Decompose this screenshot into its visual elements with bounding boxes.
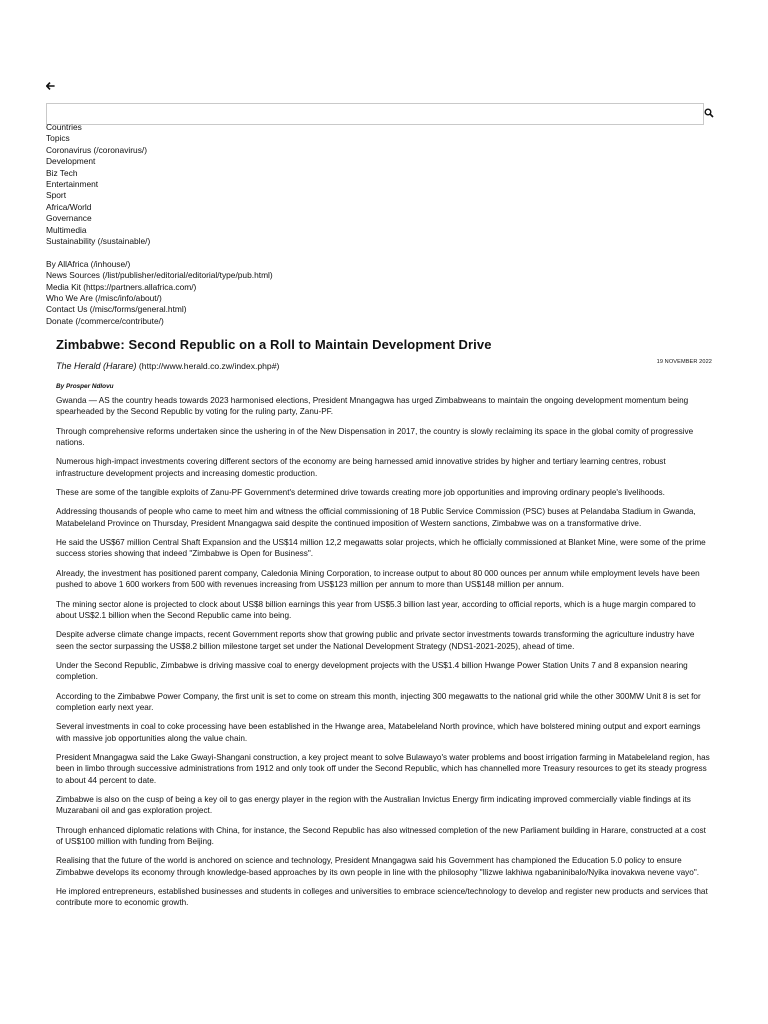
search-bar xyxy=(46,103,718,123)
article-paragraph: Several investments in coal to coke processing have been established in the Hwange area, Matabeleland North province, which have bolstered mining output and export earnings with massive job opportunities along the value chain. xyxy=(56,722,701,743)
article-paragraph: Numerous high-impact investments covering different sectors of the economy are being harnessed amid innovative strides by higher and tertiary learning centres, robust infrastructure development projects and increasing domestic production. xyxy=(56,457,666,478)
menu-spacer xyxy=(46,247,273,258)
menu-link-contact-us[interactable]: Contact Us (/misc/forms/general.html) xyxy=(46,304,187,315)
source-name[interactable]: The Herald (Harare) xyxy=(56,361,137,371)
article-paragraph: Gwanda — AS the country heads towards 2023 harmonised elections, President Mnangagwa has urged Zimbabweans to maintain the ongoing development momentum being spearheaded by the Second Republic by voting for the ruling party, Zanu-PF. xyxy=(56,396,689,417)
article-paragraph: Under the Second Republic, Zimbabwe is driving massive coal to energy development projects with the US$1.4 billion Hwange Power Station Units 7 and 8 expansion nearing completion. xyxy=(56,660,688,682)
menu-item-coronavirus[interactable]: Coronavirus (/coronavirus/) xyxy=(46,144,147,155)
article-paragraph: Addressing thousands of people who came to meet him and witness the official commissioning of 18 Public Service Commission (PSC) buses at Pelandaba Stadium in Gwanda, Matabeleland Province on Thursday, President Mnangagwa said despite the continued imposition of Western sanctions, Zimbabwe was on a transformative drive. xyxy=(56,507,696,528)
menu-link-donate[interactable]: Donate (/commerce/contribute/) xyxy=(46,315,164,326)
menu-item-africa-world[interactable]: Africa/World xyxy=(46,201,92,212)
search-icon[interactable] xyxy=(704,105,718,119)
menu-item-governance[interactable]: Governance xyxy=(46,213,92,224)
menu-item-sport[interactable]: Sport xyxy=(46,190,67,201)
article-date: 19 NOVEMBER 2022 xyxy=(656,359,712,365)
site-menu xyxy=(46,122,273,327)
menu-item-development[interactable]: Development xyxy=(46,156,96,167)
article-paragraph: The mining sector alone is projected to clock about US$8 billion earnings this year from US$5.3 billion last year, according to official reports, which is a huge margin compared to about US$2.1 billion when the Second Republic came into being. xyxy=(56,599,696,620)
article-paragraph: He said the US$67 million Central Shaft Expansion and the US$14 million 12,2 megawatts solar projects, which he officially commissioned at Blanket Mine, were some of the prime success stories showing that indeed "Zimbabwe is Open for Business". xyxy=(56,538,706,559)
source-url[interactable]: (http://www.herald.co.zw/index.php#) xyxy=(138,361,280,371)
menu-item-multimedia[interactable]: Multimedia xyxy=(46,224,87,235)
article xyxy=(56,336,712,917)
article-paragraph: Despite adverse climate change impacts, recent Government reports show that growing public and private sector investments towards transforming the agriculture industry have seen the sector surpassing the US$8.2 billion milestone target set under the National Development Strategy (NDS1-2021-2025), ahead of time. xyxy=(56,630,695,651)
menu-item-sustainability[interactable]: Sustainability (/sustainable/) xyxy=(46,236,151,247)
menu-link-media-kit[interactable]: Media Kit (https://partners.allafrica.com/) xyxy=(46,281,197,292)
article-byline: By Prosper Ndlovu xyxy=(56,383,114,390)
article-paragraph: Already, the investment has positioned parent company, Caledonia Mining Corporation, to increase output to about 80 000 ounces per annum while employment levels have been pushed to above 1 600 workers from 500 with revenues increasing from US$123 million per annum to more than US$148 million per annum. xyxy=(56,568,700,590)
menu-item-entertainment[interactable]: Entertainment xyxy=(46,179,99,190)
article-paragraph: Zimbabwe is also on the cusp of being a key oil to gas energy player in the region with the Australian Invictus Energy firm indicating improved commercially viable findings at its Muzarabani oil and gas exploration project. xyxy=(56,794,691,816)
article-paragraph: Through comprehensive reforms undertaken since the ushering in of the New Dispensation in 2017, the country is slowly reclaiming its space in the global comity of progressive nations. xyxy=(56,426,694,447)
article-body xyxy=(56,395,712,909)
article-source-row xyxy=(56,361,712,375)
article-paragraph: Realising that the future of the world is anchored on science and technology, President Mnangagwa said his Government has championed the Education 5.0 policy to ensure Zimbabwe develops its economy through knowledge-based approaches by its own people in line with the philosophy "Ilizwe lakhiwa ngabaninibalo/Nyika inovakwa nevene vayo". xyxy=(56,856,699,877)
menu-link-by-allafrica[interactable]: By AllAfrica (/inhouse/) xyxy=(46,258,131,269)
menu-item-countries[interactable]: Countries xyxy=(46,122,82,132)
menu-item-topics[interactable]: Topics xyxy=(46,133,70,144)
article-paragraph: President Mnangagwa said the Lake Gwayi-Shangani construction, a key project meant to solve Bulawayo's water problems and boost irrigation farming in Matabeleland region, has been in limbo through successive administrations from 1912 and only took off under the Second Republic, which has channelled more Treasury resources to get its steady progress to about 44 percent to date. xyxy=(56,752,710,785)
article-paragraph: These are some of the tangible exploits of Zanu-PF Government's determined drive towards creating more job opportunities and improving ordinary people's livelihoods. xyxy=(56,488,665,498)
article-source xyxy=(56,361,279,371)
article-paragraph: He implored entrepreneurs, established businesses and students in colleges and universities to embrace science/technology to develop and register new products and services that contribute more to economic growth. xyxy=(56,887,708,908)
article-paragraph: Through enhanced diplomatic relations with China, for instance, the Second Republic has also witnessed completion of the new Parliament building in Harare, constructed at a cost of US$100 million with funding from Beijing. xyxy=(56,825,706,846)
menu-item-biz-tech[interactable]: Biz Tech xyxy=(46,167,78,178)
back-arrow-icon[interactable] xyxy=(46,80,55,92)
menu-link-who-we-are[interactable]: Who We Are (/misc/info/about/) xyxy=(46,293,162,304)
menu-link-news-sources[interactable]: News Sources (/list/publisher/editorial/editorial/type/pub.html) xyxy=(46,270,273,281)
article-title: Zimbabwe: Second Republic on a Roll to Maintain Development Drive xyxy=(56,337,492,352)
article-paragraph: According to the Zimbabwe Power Company, the first unit is set to come on stream this month, injecting 300 megawatts to the national grid while the other 300MW Unit 8 is set for completion early next year. xyxy=(56,691,701,712)
